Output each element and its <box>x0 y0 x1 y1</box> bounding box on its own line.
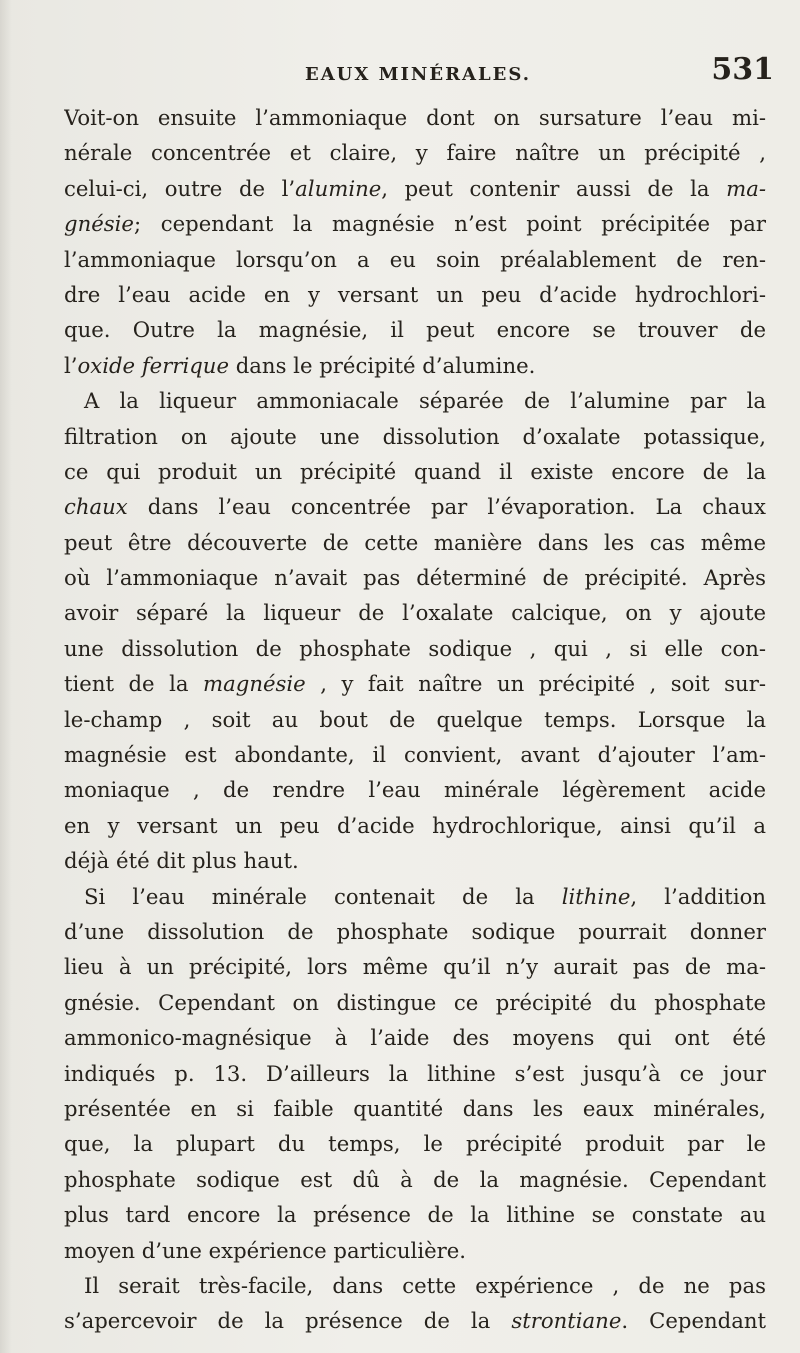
text-line <box>64 1091 766 1126</box>
text-segment: déjà été dit plus haut. <box>64 848 299 874</box>
text-line <box>64 1162 766 1197</box>
text-segment: s’apercevoir de la présence de la <box>64 1308 512 1334</box>
italic-term: oxide ferrique <box>77 352 229 378</box>
text-line <box>64 1197 766 1232</box>
text-segment: moniaque , de rendre l’eau minérale légèrement acide <box>64 777 766 803</box>
text-segment: peut être découverte de cette manière dans les cas même <box>64 529 766 555</box>
text-segment: que, la plupart du temps, le précipité produit par le <box>64 1131 766 1157</box>
text-segment: dre l’eau acide en y versant un peu d’acide hydrochlori- <box>64 281 766 307</box>
text-line <box>64 242 766 277</box>
text-line <box>64 737 766 772</box>
page-number: 531 <box>711 52 774 87</box>
italic-term: magnésie <box>203 671 306 697</box>
text-segment: gnésie. Cependant on distingue ce précipité du phosphate <box>64 989 766 1015</box>
running-head: EAUX MINÉRALES. <box>304 64 532 85</box>
text-line <box>64 454 766 489</box>
text-segment: A la liqueur ammoniacale séparée de l’alumine par la <box>84 388 766 414</box>
text-segment: Voit-on ensuite l’ammoniaque dont on sursature l’eau mi- <box>64 105 766 130</box>
text-segment: phosphate sodique est dû à de la magnésie. Cependant <box>64 1166 766 1192</box>
text-line <box>64 348 766 383</box>
text-line <box>64 1268 766 1303</box>
text-segment: le-champ , soit au bout de quelque temps. Lorsque la <box>64 706 766 732</box>
text-line <box>64 489 766 524</box>
page-gutter-shadow <box>0 0 12 1353</box>
text-line <box>64 772 766 807</box>
text-line <box>64 702 766 737</box>
text-line <box>64 914 766 949</box>
text-line <box>64 206 766 241</box>
text-segment: en y versant un peu d’acide hydrochlorique, ainsi qu’il a <box>64 812 766 838</box>
text-line <box>64 560 766 595</box>
text-segment: nérale concentrée et claire, y faire naître un précipité , <box>64 140 766 166</box>
text-line <box>64 277 766 312</box>
text-segment: présentée en si faible quantité dans les eaux minérales, <box>64 1095 766 1121</box>
italic-term: strontiane <box>511 1308 622 1334</box>
text-segment: Si l’eau minérale contenait de la <box>84 883 562 909</box>
page-header <box>62 52 774 92</box>
text-segment: ; cependant la magnésie n’est point précipitée par <box>133 211 766 237</box>
text-line <box>64 525 766 560</box>
text-segment: dans l’eau concentrée par l’évaporation. La chaux <box>127 494 766 520</box>
text-segment: que. Outre la magnésie, il peut encore se trouver de <box>64 317 766 343</box>
italic-term: chaux <box>64 494 128 520</box>
text-segment: plus tard encore la présence de la lithine se constate au <box>64 1202 766 1228</box>
text-line <box>64 312 766 347</box>
text-segment: indiqués p. 13. D’ailleurs la lithine s’est jusqu’à ce jour <box>64 1060 766 1086</box>
text-line <box>64 171 766 206</box>
text-segment: moyen d’une expérience particulière. <box>64 1237 467 1263</box>
text-line <box>64 419 766 454</box>
text-segment: d’une dissolution de phosphate sodique pourrait donner <box>64 918 766 944</box>
text-segment: , l’addition <box>630 883 766 909</box>
text-segment: , peut contenir aussi de la <box>381 175 727 201</box>
text-line <box>64 1020 766 1055</box>
text-line <box>64 631 766 666</box>
text-line <box>64 1056 766 1091</box>
body-text <box>64 100 766 1339</box>
text-line <box>64 666 766 701</box>
text-line <box>64 383 766 418</box>
italic-term: ma- <box>726 175 766 201</box>
text-segment: . Cependant <box>621 1308 766 1334</box>
text-segment: dans le précipité d’alumine. <box>229 352 536 378</box>
text-line <box>64 595 766 630</box>
text-segment: filtration on ajoute une dissolution d’oxalate potassique, <box>64 423 766 449</box>
text-segment: tient de la <box>64 671 204 697</box>
text-segment: où l’ammoniaque n’avait pas déterminé de précipité. Après <box>64 565 766 591</box>
text-segment: une dissolution de phosphate sodique , qui , si elle con- <box>64 635 766 661</box>
text-line <box>64 100 766 135</box>
text-segment: celui-ci, outre de l’ <box>64 175 296 201</box>
text-line <box>64 879 766 914</box>
text-segment: ammonico-magnésique à l’aide des moyens qui ont été <box>64 1025 766 1051</box>
text-segment: l’ <box>64 352 78 378</box>
text-segment: magnésie est abondante, il convient, avant d’ajouter l’am- <box>64 742 766 768</box>
text-line <box>64 808 766 843</box>
text-line <box>64 1126 766 1161</box>
text-line <box>64 135 766 170</box>
text-segment: , y fait naître un précipité , soit sur- <box>305 671 766 697</box>
italic-term: gnésie <box>64 211 134 237</box>
text-line <box>64 949 766 984</box>
text-segment: ce qui produit un précipité quand il existe encore de la <box>64 458 766 484</box>
text-line <box>64 1303 766 1338</box>
italic-term: lithine <box>561 883 631 909</box>
text-segment: Il serait très-facile, dans cette expérience , de ne pas <box>84 1272 766 1298</box>
text-line <box>64 985 766 1020</box>
text-line <box>64 843 766 878</box>
italic-term: alumine <box>295 175 382 201</box>
text-segment: lieu à un précipité, lors même qu’il n’y aurait pas de ma- <box>64 954 766 980</box>
text-line <box>64 1233 766 1268</box>
text-segment: avoir séparé la liqueur de l’oxalate calcique, on y ajoute <box>64 600 766 626</box>
text-segment: l’ammoniaque lorsqu’on a eu soin préalablement de ren- <box>64 246 766 272</box>
